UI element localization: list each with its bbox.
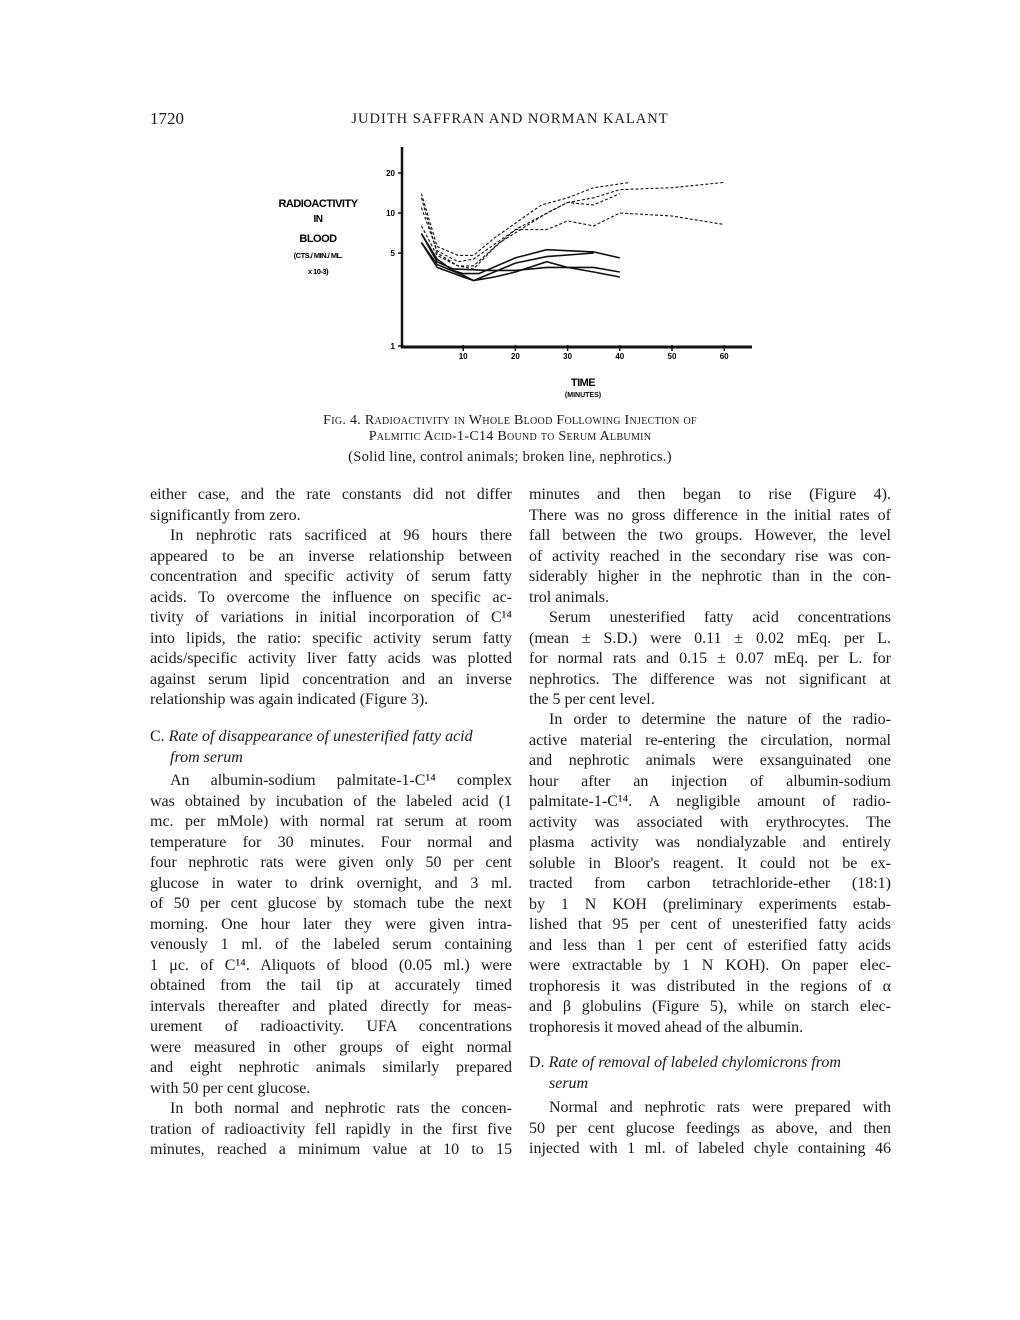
x-tick-label: 30 (563, 352, 573, 361)
y-axis-label-line: RADIOACTIVITY (278, 198, 358, 210)
y-tick-label: 10 (386, 209, 395, 218)
text-line: minutes and then began to rise (Figure 4). (529, 486, 891, 503)
text-line: appeared to be an inverse relationship between (150, 547, 512, 565)
text-line: and β globulins (Figure 5), while on starch elec- (529, 998, 891, 1015)
figure-caption-line2: Palmitic Acid-1-C14 Bound to Serum Albumin (368, 429, 652, 444)
text-line: 50 per cent glucose feedings as above, and then (529, 1119, 891, 1137)
text-line: urement of radioactivity. UFA concentrations (150, 1018, 512, 1035)
text-line: hour after an injection of albumin-sodium (529, 772, 891, 790)
x-axis-units: (MINUTES) (564, 392, 602, 399)
text-line: palmitate-1-C¹⁴. A negligible amount of radio- (529, 793, 891, 810)
y-tick-label: 20 (386, 168, 395, 178)
text-line: into lipids, the ratio: specific activity serum fatty (150, 629, 512, 647)
text-line: of activity reached in the secondary rise was con- (529, 547, 891, 565)
nephrotic-series-line (421, 213, 724, 269)
text-line: There was no gross difference in the initial rates of (529, 506, 891, 524)
text-line: tration of radioactivity fell rapidly in the first five (150, 1120, 512, 1138)
paragraph (529, 608, 891, 711)
paragraph (150, 1099, 512, 1161)
heading-label: C. (150, 728, 165, 745)
text-line: for normal rats and 0.15 ± 0.07 mEq. per L. for (529, 650, 891, 667)
figure-caption-note: (Solid line, control animals; broken line, nephrotics.) (348, 449, 672, 465)
paragraph (150, 485, 512, 526)
figure-4-chart (0, 0, 1020, 410)
text-line: In order to determine the nature of the radio- (549, 711, 891, 728)
x-tick-label: 10 (458, 352, 468, 361)
nephrotic-series-line (421, 182, 724, 261)
heading-label: D. (529, 1054, 545, 1071)
text-line: trophoresis it was distributed in the regions of α (529, 977, 891, 995)
text-line: soluble in Bloor's reagent. It could not be ex- (529, 854, 891, 872)
text-line: Normal and nephrotic rats were prepared with (549, 1099, 891, 1116)
text-line: activity was associated with erythrocytes. The (529, 813, 891, 831)
text-line: acids/specific activity liver fatty acids was plotted (150, 650, 512, 667)
text-line: obtained from the tail tip at accurately timed (150, 977, 512, 994)
text-line: the 5 per cent level. (529, 691, 655, 708)
heading-line (150, 727, 512, 748)
heading-line: from serum (170, 748, 243, 766)
text-line: with 50 per cent glucose. (150, 1079, 311, 1097)
text-line: In nephrotic rats sacrificed at 96 hours there (170, 527, 512, 544)
text-line: trophoresis it moved ahead of the albumin. (529, 1018, 804, 1036)
section-heading (150, 727, 512, 768)
nephrotic-series-line (421, 182, 630, 255)
y-tick-label: 5 (390, 249, 395, 259)
text-line: of 50 per cent glucose by stomach tube the next (150, 895, 512, 912)
section-heading (529, 1053, 891, 1094)
page-number: 1720 (150, 109, 184, 128)
x-tick-label: 60 (719, 352, 729, 361)
text-line: trol animals. (529, 588, 609, 606)
y-axis-label-line: BLOOD (299, 233, 337, 245)
paragraph (529, 710, 891, 1038)
text-line: nephrotics. The difference was not significant at (529, 670, 891, 688)
text-line: tivity of variations in initial incorporation of C¹⁴ (150, 609, 512, 626)
text-line: venously 1 ml. of the labeled serum containing (150, 936, 512, 953)
text-line: four nephrotic rats were given only 50 per cent (150, 854, 512, 871)
heading-line (529, 1053, 891, 1074)
paragraph (529, 1098, 891, 1160)
y-axis-label-line: (CTS./ MIN./ ML. (293, 251, 343, 260)
text-line: (mean ± S.D.) were 0.11 ± 0.02 mEq. per L. (529, 629, 891, 647)
paragraph (150, 526, 512, 711)
text-line: Serum unesterified fatty acid concentrations (549, 609, 891, 626)
x-axis-label: TIME (570, 377, 596, 389)
text-line: tracted from carbon tetrachloride-ether (18:1) (529, 875, 891, 892)
text-line: plasma activity was nondialyzable and entirely (529, 834, 891, 851)
text-line: by 1 N KOH (preliminary experiments estab- (529, 895, 891, 913)
text-line: minutes, reached a minimum value at 10 to 15 (150, 1141, 512, 1158)
text-line: significantly from zero. (150, 506, 301, 524)
text-line: intervals thereafter and plated directly for meas- (150, 997, 512, 1015)
text-line: active material re-entering the circulation, normal (529, 731, 891, 749)
y-axis-label-line: IN (313, 214, 323, 225)
text-line: An albumin-sodium palmitate-1-C¹⁴ complex (170, 772, 512, 789)
text-line: concentration and specific activity of serum fatty (150, 568, 512, 585)
text-line: mc. per mMole) with normal rat serum at room (150, 813, 512, 830)
text-line: morning. One hour later they were given intra- (150, 915, 512, 933)
text-line: and nephrotic animals were exsanguinated one (529, 752, 891, 769)
text-line: against serum lipid concentration and an inverse (150, 670, 512, 688)
paragraph (529, 485, 891, 608)
text-line: and less than 1 per cent of esterified fatty acids (529, 936, 891, 954)
text-line: siderably higher in the nephrotic than in the con- (529, 568, 891, 585)
text-line: In both normal and nephrotic rats the concen- (170, 1100, 512, 1117)
heading-text: Rate of disappearance of unesterified fatty acid (168, 728, 473, 745)
text-line: temperature for 30 minutes. Four normal and (150, 833, 512, 851)
x-tick-label: 20 (510, 352, 520, 361)
text-line: was obtained by incubation of the labeled acid (1 (150, 792, 512, 810)
x-tick-label: 50 (667, 352, 677, 361)
heading-text: Rate of removal of labeled chylomicrons from (548, 1054, 841, 1071)
y-axis-label-line: x 10-3) (307, 267, 329, 276)
text-line: injected with 1 ml. of labeled chyle containing 46 (529, 1140, 891, 1157)
x-tick-label: 40 (615, 352, 625, 361)
text-line: acids. To overcome the influence on specific ac- (150, 588, 512, 606)
y-tick-label: 1 (390, 342, 395, 351)
text-line: glucose in water to drink overnight, and 3 ml. (150, 874, 512, 892)
text-line: lished that 95 per cent of unesterified fatty acids (529, 916, 891, 933)
paragraph (150, 771, 512, 1099)
text-line: fall between the two groups. However, the level (529, 527, 891, 544)
running-title: JUDITH SAFFRAN AND NORMAN KALANT (351, 111, 669, 127)
text-line: were measured in other groups of eight normal (150, 1038, 512, 1056)
figure-caption-line1: Fig. 4. Radioactivity in Whole Blood Following Injection of (323, 413, 697, 428)
text-line: relationship was again indicated (Figure 3). (150, 691, 429, 708)
text-line: were extractable by 1 N KOH). On paper elec- (529, 957, 891, 974)
heading-line: serum (549, 1074, 589, 1092)
text-line: and eight nephrotic animals similarly prepared (150, 1059, 512, 1076)
text-line: either case, and the rate constants did not differ (150, 486, 512, 503)
text-line: 1 μc. of C¹⁴. Aliquots of blood (0.05 ml.) were (150, 956, 512, 974)
